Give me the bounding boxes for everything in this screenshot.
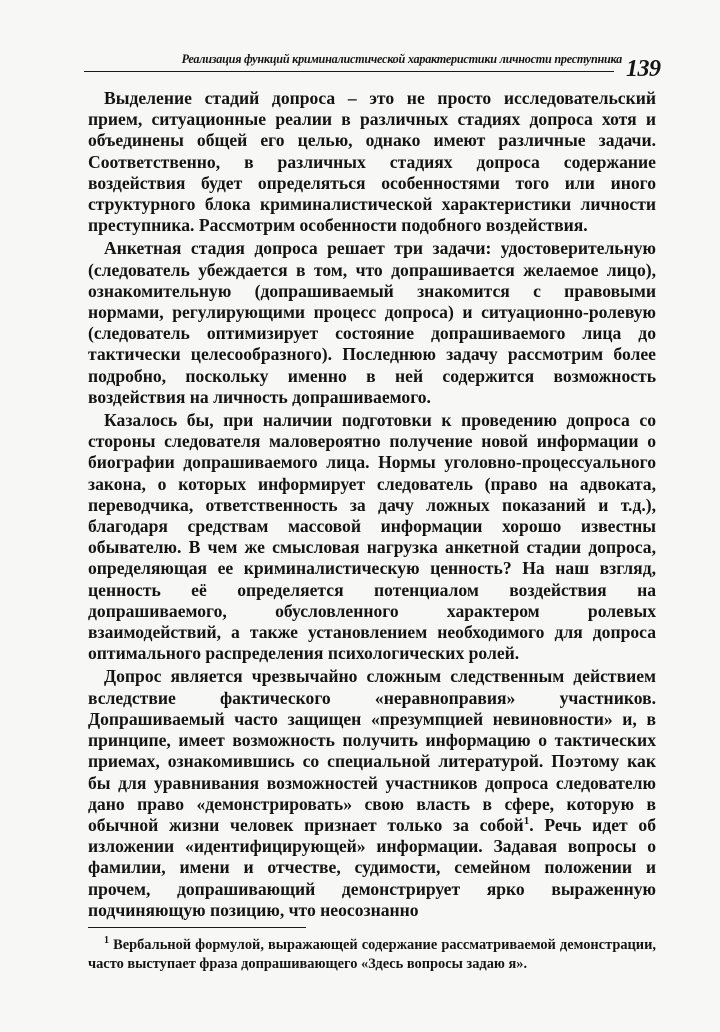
- paragraph-text: . Речь идет об изложении «идентифицирующей» информации. Задавая вопросы о фамилии, имени и отчестве, судимости, семейном положении и прочем, допрашивающий демонстрирует ярко выраженную подчиняющую позицию, что неосознанно: [88, 814, 656, 920]
- paragraph: Анкетная стадия допроса решает три задачи: удостоверительную (следователь убеждается в том, что допрашивается желаемое лицо), ознакомительную (допрашиваемый знакомится с правовыми нормами, регулирующими процесс допроса) и ситуационно-ролевую (следователь оптимизирует состояние допрашиваемого лица до тактически целесообразного). Последнюю задачу рассмотрим более подробно, поскольку именно в ней содержится возможность воздействия на личность допрашиваемого.: [88, 238, 656, 407]
- body-text: [88, 88, 656, 921]
- running-head: Реализация функций криминалистической характеристики личности преступника: [181, 52, 622, 66]
- paragraph: Казалось бы, при наличии подготовки к проведению допроса со стороны следователя маловероятно получение новой информации о биографии допрашиваемого лица. Нормы уголовно-процессуального закона, о которых информирует следователь (право на адвоката, переводчика, ответственность за дачу ложных показаний и т.д.), благодаря средствам массовой информации хорошо известны обывателю. В чем же смысловая нагрузка анкетной стадии допроса, определяющая ее криминалистическую ценность? На наш взгляд, ценность её определяется потенциалом воздействия на допрашиваемого, обусловленного характером ролевых взаимодействий, а также установлением необходимого для допроса оптимального распределения психологических ролей.: [88, 410, 656, 664]
- footnote-marker: 1: [104, 935, 109, 946]
- footnote-reference[interactable]: 1: [523, 814, 530, 827]
- footnote: [88, 936, 656, 973]
- footnote-rule: [88, 927, 306, 928]
- paragraph-text: Допрос является чрезвычайно сложным следственным действием вследствие фактического «неравноправия» участников. Допрашиваемый часто защищен «презумпцией невиновности» и, в принципе, имеет возможность получить информацию о тактических приемах, ознакомившись со специальной литературой. Поэтому как бы для уравнивания возможностей участников допроса следователю дано право «демонстрировать» свою власть в сфере, которую в обычной жизни человек признает только за собой: [88, 666, 656, 835]
- footnote-text: Вербальной формулой, выражающей содержание рассматриваемой демонстрации, часто выступает фраза допрашивающего «Здесь вопросы задаю я».: [88, 937, 656, 972]
- page-number: 139: [626, 56, 661, 82]
- paragraph: [88, 666, 656, 920]
- header-rule: [84, 71, 614, 72]
- paragraph: Выделение стадий допроса – это не просто исследовательский прием, ситуационные реалии в различных стадиях допроса хотя и объединены общей его целью, однако имеют различные задачи. Соответственно, в различных стадиях допроса содержание воздействия будет определяться особенностями того или иного структурного блока криминалистической характеристики личности преступника. Рассмотрим особенности подобного воздействия.: [88, 88, 656, 236]
